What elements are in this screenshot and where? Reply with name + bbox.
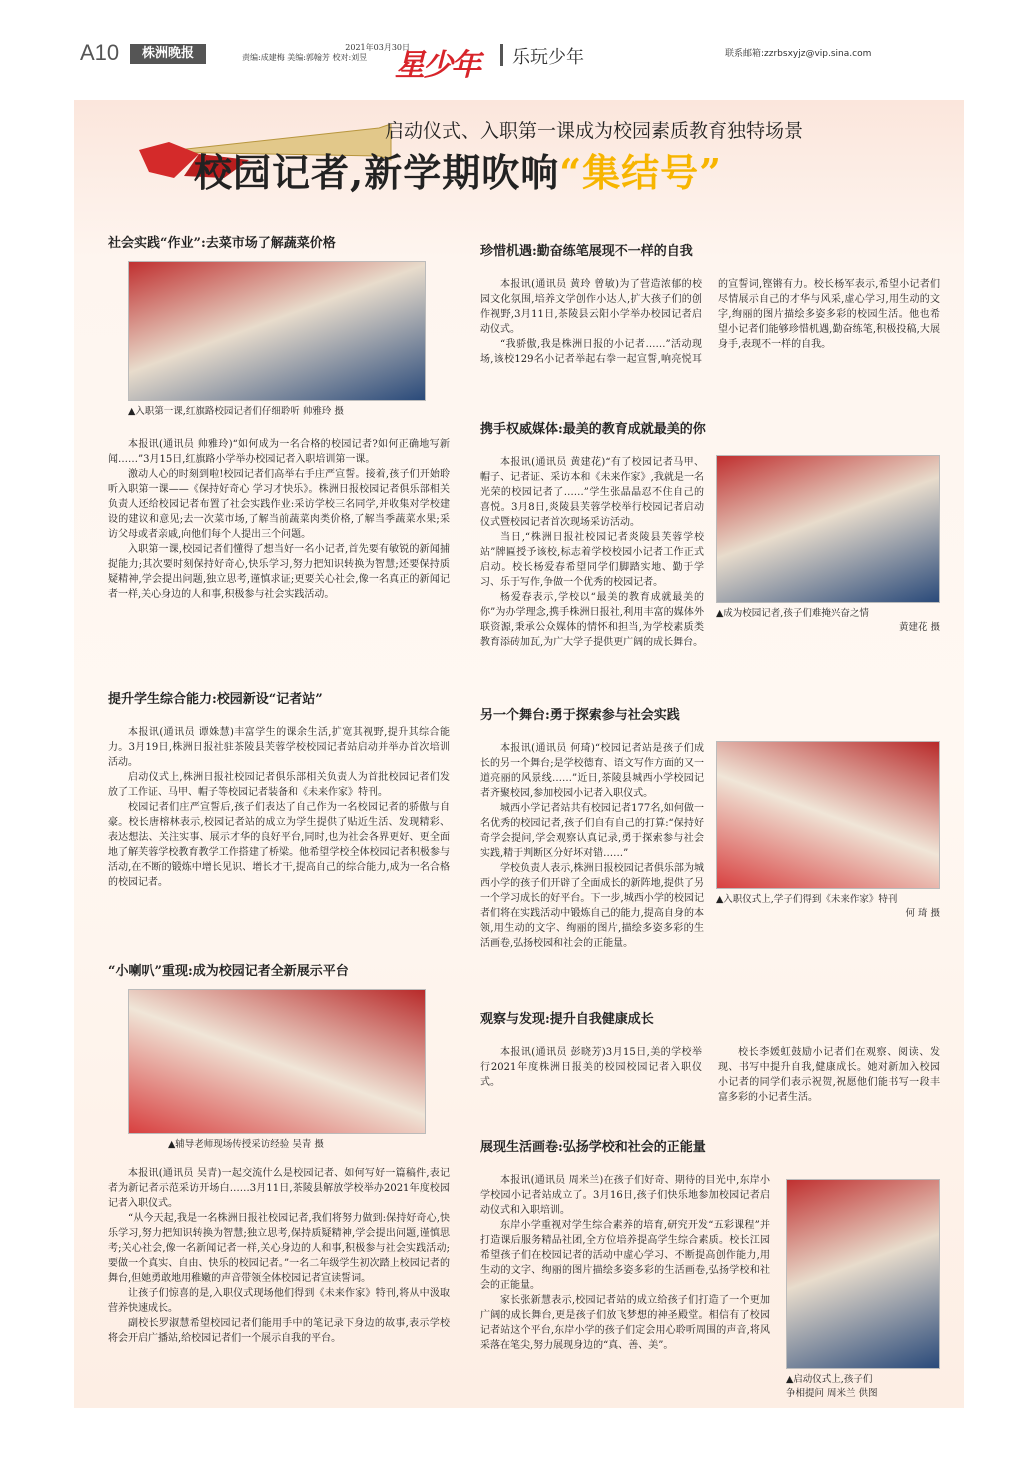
article-body	[480, 455, 940, 690]
article-title: 珍惜机遇:勤奋练笔展现不一样的自我	[480, 244, 693, 259]
article-paragraph: 校园记者们庄严宣誓后,孩子们表达了自己作为一名校园记者的骄傲与自豪。校长唐榕林表示,校园记者站的成立为学生提供了贴近生活、发现精彩、表达想法、关注实事、展示才华的良好平台,同时,也为社会各界更好、更全面地了解芙蓉学校教育教学工作搭建了桥梁。他希望学校全体校园记者积极参与活动,在不断的锻炼中增长见识、增长才干,提高自己的综合能力,成为一名合格的校园记者。	[108, 802, 450, 888]
article-paragraph: “从今天起,我是一名株洲日报社校园记者,我们将努力做到:保持好奇心,快乐学习,努力把知识转换为智慧;独立思考,保持质疑精神,学会提出问题,谨慎思考;关心社会,像一名新闻记者一样,关心身边的人和事,积极参与社会实践活动;要做一个真实、自由、快乐的校园记者。”一名二年级学生初次踏上校园记者的舞台,但她勇敢地用稚嫩的声音带领全体校园记者宣读誓词。	[108, 1213, 450, 1284]
article-paragraph: 入职第一课,校园记者们懂得了想当好一名小记者,首先要有敏锐的新闻捕捉能力;其次要时刻保持好奇心,快乐学习,努力把知识转换为智慧;还要保持质疑精神,学会提出问题,独立思考,谨慎求证;更要关心社会,像一名真正的新闻记者一样,关心身边的人和事,积极参与社会实践活动。	[108, 544, 450, 600]
article-photo	[716, 741, 940, 889]
paper-name: 株洲晚报	[130, 44, 206, 64]
photo-caption: ▲辅导老师现场传授采访经验 吴青 摄	[168, 1139, 324, 1150]
headline-title	[194, 142, 722, 197]
article-paragraph: 本报讯(通讯员 谭姝慧)丰富学生的课余生活,扩宽其视野,提升其综合能力。3月19日,株洲日报社驻茶陵县芙蓉学校校园记者站启动并举办首次培训活动。	[108, 727, 450, 768]
article-title: 展现生活画卷:弘扬学校和社会的正能量	[480, 1140, 706, 1155]
article-paragraph: 东岸小学重视对学生综合素养的培育,研究开发“五彩课程”并打造课后服务精品社团,全方位培养提高学生综合素质。校长江园希望孩子们在校园记者的活动中虚心学习、不断提高创作能力,用生动的文字、绚丽的图片描绘多姿多彩的生活画卷,弘扬学校和社会的正能量。	[480, 1220, 770, 1291]
text-block	[480, 741, 704, 981]
article-paragraph: 本报讯(通讯员 帅雅玲)“如何成为一名合格的校园记者?如何正确地写新闻……”3月15日,红旗路小学举办校园记者入职培训第一课。	[108, 439, 450, 465]
photo-caption: ▲入职仪式上,学子们得到《未来作家》特刊	[716, 894, 898, 905]
two-column-text	[480, 1045, 940, 1105]
article-title: “小喇叭”重现:成为校园记者全新展示平台	[108, 964, 349, 979]
article-paragraph: 本报讯(通讯员 黄建花)“有了校园记者马甲、帽子、记者证、采访本和《未来作家》,我就是一名光荣的校园记者了……”学生张晶晶忍不住自己的喜悦。3月8日,炎陵县芙蓉学校举行校园记者启动仪式暨校园记者首次现场采访活动。	[480, 457, 704, 528]
contact-email: 联系邮箱:zzrbsxyjz@vip.sina.com	[725, 49, 872, 59]
article-reporter-station	[108, 688, 450, 890]
article-media-partner	[480, 418, 940, 690]
headline-subtitle: 启动仪式、入职第一课成为校园素质教育独特场景	[384, 120, 803, 142]
article-paragraph: “我骄傲,我是株洲日报的小记者……”活动现场,该校129名小记者举起右拳一起宣誓,响亮悦耳的宣誓词,铿锵有力。校长杨军表示,希望小记者们尽情展示自己的才华与风采,虚心学习,用生动的文字,绚丽的图片描绘多姿多彩的校园生活。他也希望小记者们能够珍惜机遇,勤奋练笔,积极投稿,大展身手,表现不一样的自我。	[480, 279, 940, 365]
article-life-scroll	[480, 1136, 940, 1403]
article-photo	[716, 455, 940, 603]
article-paragraph: 学校负责人表示,株洲日报校园记者俱乐部为城西小学的孩子们开辟了全面成长的新阵地,提供了另一个学习成长的好平台。下一步,城西小学的校园记者们将在实践活动中锻炼自己的能力,提高自身的本领,用生动的文字、绚丽的图片,描绘多姿多彩的生活画卷,弘扬校园和社会的正能量。	[480, 863, 704, 949]
article-paragraph: 城西小学记者站共有校园记者177名,如何做一名优秀的校园记者,孩子们自有自己的打算:“保持好奇学会提问,学会观察认真记录,勇于探索参与社会实践,精于判断区分好坏对错……”	[480, 803, 704, 859]
masthead	[0, 0, 1031, 100]
text-block	[480, 1173, 770, 1353]
photo-credit: 争相提问 周米兰 供图	[786, 1388, 878, 1399]
article-paragraph: 本报讯(通讯员 黄玲 曾敏)为了营造浓郁的校园文化氛围,培养文学创作小达人,扩大孩子们的创作视野,3月11日,茶陵县云阳小学举办校园记者启动仪式。	[480, 279, 702, 335]
headline-banner	[74, 100, 964, 208]
photo-caption: ▲成为校园记者,孩子们难掩兴奋之情	[716, 608, 869, 619]
photo-credit: 何 琦 摄	[905, 908, 940, 919]
article-paragraph: 本报讯(通讯员 何琦)“校园记者站是孩子们成长的另一个舞台;是学校德育、语文写作方面的又一道亮丽的风景线……”近日,茶陵县城西小学校园记者齐聚校园,参加校园小记者入职仪式。	[480, 743, 704, 799]
article-paragraph: 本报讯(通讯员 吴青)一起交流什么是校园记者、如何写好一篇稿件,表记者为新记者示范采访开场白……3月11日,茶陵县解放学校举办2021年度校园记者入职仪式。	[108, 1168, 450, 1209]
photo-caption: ▲入职第一课,红旗路校园记者们仔细聆听 帅雅玲 摄	[128, 406, 344, 417]
section-divider	[500, 44, 503, 66]
article-social-practice	[108, 232, 450, 602]
issue-date: 2021年03月30日	[345, 43, 410, 52]
photo-block	[716, 741, 940, 921]
article-paragraph: 杨爱春表示,学校以“最美的教育成就最美的你”为办学理念,携手株洲日报社,利用丰富的媒体外联资源,秉承公众媒体的情怀和担当,为学校素质类教育添砖加瓦,为广大学子提供更广阔的成长舞台。	[480, 592, 704, 648]
photo-credit: 黄建花 摄	[898, 622, 940, 633]
article-paragraph: 家长张新慧表示,校园记者站的成立给孩子们打造了一个更加广阔的成长舞台,更是孩子们放飞梦想的神圣殿堂。相信有了校园记者站这个平台,东岸小学的孩子们定会用心聆听周围的声音,将风采落在笔尖,努力展现身边的“真、善、美”。	[480, 1295, 770, 1351]
article-title: 携手权威媒体:最美的教育成就最美的你	[480, 422, 706, 437]
article-title: 社会实践“作业”:去菜市场了解蔬菜价格	[108, 236, 336, 251]
two-column-text	[480, 277, 940, 397]
headline-highlight: “集结号”	[559, 150, 722, 195]
article-paragraph: 本报讯(通讯员 周米兰)在孩子们好奇、期待的目光中,东岸小学校园小记者站成立了。3月16日,孩子们快乐地参加校园记者启动仪式和入职培训。	[480, 1175, 770, 1216]
article-photo	[128, 989, 426, 1134]
article-paragraph: 让孩子们惊喜的是,入职仪式现场他们得到《未来作家》特刊,将从中汲取营养快速成长。	[108, 1288, 450, 1314]
article-title: 提升学生综合能力:校园新设“记者站”	[108, 692, 323, 707]
article-body	[480, 1173, 940, 1403]
photo-block	[786, 1179, 940, 1401]
article-title: 观察与发现:提升自我健康成长	[480, 1012, 654, 1027]
text-block	[480, 455, 704, 650]
article-paragraph: 副校长罗淑慧希望校园记者们能用手中的笔记录下身边的故事,表示学校将会开启广播站,给校园记者们一个展示自我的平台。	[108, 1318, 450, 1344]
article-small-trumpet	[108, 960, 450, 1346]
article-body	[480, 741, 940, 981]
article-paragraph: 当日,“株洲日报社校园记者炎陵县芙蓉学校站”牌匾授予该校,标志着学校校园小记者工作正式启动。校长杨爱春希望同学们脚踏实地、勤于学习、乐于写作,争做一个优秀的校园记者。	[480, 532, 704, 588]
photo-caption: ▲启动仪式上,孩子们	[786, 1374, 873, 1385]
headline-main: 校园记者,新学期吹响	[194, 150, 560, 195]
article-another-stage	[480, 704, 940, 981]
article-paragraph: 激动人心的时刻到啦!校园记者们高举右手庄严宣誓。接着,孩子们开始聆听入职第一课——《保持好奇心 学习才快乐》。株洲日报校园记者俱乐部相关负责人还给校园记者布置了社会实践作业:采访学校三名同学,并收集对学校建设的建议和意见;去一次菜市场,了解当前蔬菜肉类价格,了解当季蔬菜水果;采访父母或者亲戚,向他们每个人提出三个问题。	[108, 469, 450, 540]
article-paragraph: 本报讯(通讯员 彭晓芳)3月15日,美的学校举行2021年度株洲日报美的校园校园记者入职仪式。	[480, 1047, 702, 1088]
article-observe-discover	[480, 1008, 940, 1105]
article-photo	[786, 1179, 940, 1369]
editors-line: 责编:成建梅 美编:郭翰芳 校对:刘昱	[242, 53, 368, 62]
article-paragraph: 校长李媛虹鼓励小记者们在观察、阅读、发现、书写中提升自我,健康成长。她对新加入校园小记者的同学们表示祝贺,祝愿他们能书写一段丰富多彩的小记者生活。	[718, 1047, 940, 1103]
article-cherish-opportunity	[480, 240, 940, 397]
article-paragraph: 启动仪式上,株洲日报社校园记者俱乐部相关负责人为首批校园记者们发放了工作证、马甲、帽子等校园记者装备和《未来作家》特刊。	[108, 772, 450, 798]
page-content	[74, 100, 964, 1408]
photo-block	[716, 455, 940, 635]
section-name: 乐玩少年	[512, 47, 584, 68]
article-title: 另一个舞台:勇于探索参与社会实践	[480, 708, 680, 723]
page-number: A10	[80, 40, 120, 65]
section-logo: 星少年	[395, 48, 479, 83]
article-photo	[128, 261, 426, 401]
